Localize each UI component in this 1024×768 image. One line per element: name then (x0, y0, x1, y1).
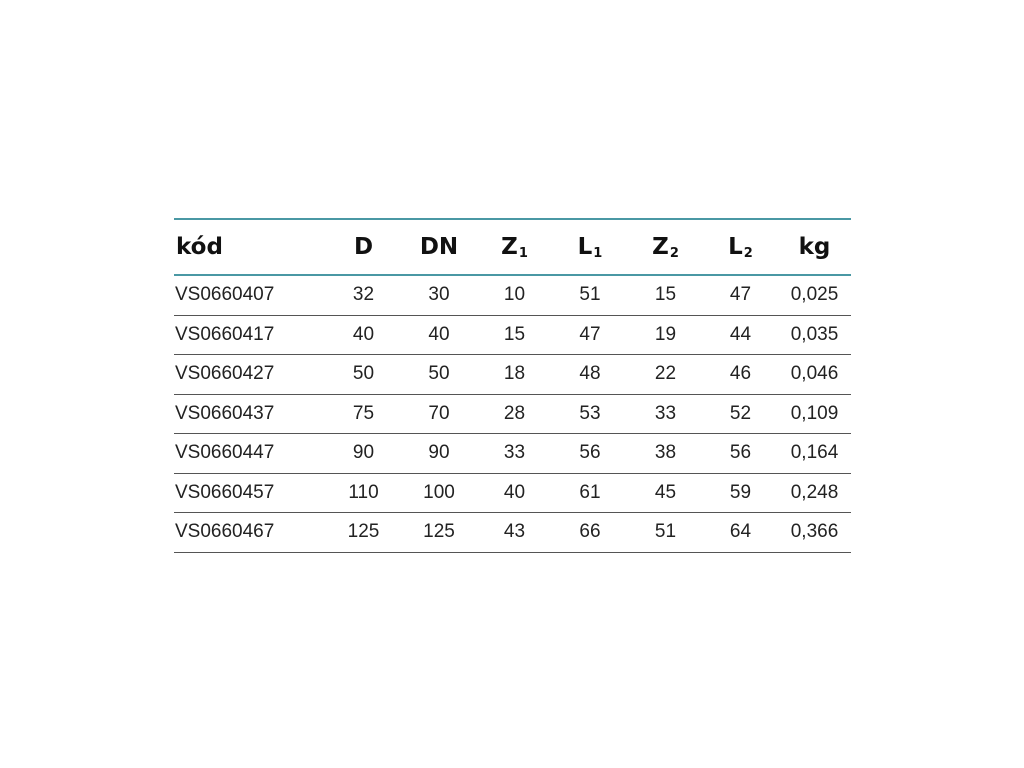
cell-l1: 61 (579, 481, 601, 503)
cell-kg: 0,366 (790, 521, 839, 543)
cell-l2: 46 (729, 363, 752, 385)
cell-z2: 51 (654, 521, 677, 543)
cell-kod: VS0660427 (175, 363, 275, 385)
table-row (174, 355, 851, 395)
cell-d: 75 (352, 402, 375, 424)
table-row (174, 394, 851, 434)
cell-d: 40 (352, 323, 375, 345)
header-dn: DN (419, 234, 459, 260)
cell-kod: VS0660457 (175, 481, 275, 503)
cell-kg: 0,025 (790, 284, 839, 306)
header-z1: $Z_1$ (501, 233, 528, 261)
cell-z2: 19 (654, 323, 677, 345)
cell-d: 90 (352, 442, 375, 464)
cell-l2: 59 (729, 481, 752, 503)
cell-l2: 52 (729, 402, 752, 424)
cell-l2: 56 (729, 442, 752, 464)
cell-l1: 48 (579, 363, 601, 385)
cell-z1: 10 (503, 284, 526, 306)
cell-z1: 33 (503, 442, 526, 464)
header-l1: $L_1$ (577, 233, 603, 261)
cell-l1: 47 (579, 323, 601, 345)
cell-kg: 0,248 (790, 481, 839, 503)
cell-z2: 45 (654, 481, 677, 503)
cell-kod: VS0660437 (175, 402, 275, 424)
cell-l2: 44 (729, 323, 752, 345)
cell-l1: 56 (579, 442, 601, 464)
cell-kod: VS0660467 (175, 521, 275, 543)
table-header (174, 219, 851, 275)
cell-z2: 15 (654, 284, 677, 306)
header-z2: $Z_2$ (652, 233, 679, 261)
cell-z1: 15 (503, 323, 526, 345)
table-row (174, 473, 851, 513)
table-row (174, 275, 851, 315)
cell-dn: 90 (428, 442, 450, 464)
cell-l2: 64 (729, 521, 752, 543)
header-l2: $L_2$ (728, 233, 753, 261)
cell-l1: 66 (579, 521, 601, 543)
table-row (174, 513, 851, 553)
cell-dn: 125 (423, 521, 455, 543)
cell-l2: 47 (729, 284, 752, 306)
cell-d: 125 (347, 521, 380, 543)
cell-z2: 33 (654, 402, 677, 424)
cell-z2: 38 (654, 442, 677, 464)
header-kg: kg (798, 234, 831, 260)
cell-kg: 0,164 (790, 442, 839, 464)
cell-d: 32 (352, 284, 375, 306)
cell-z1: 28 (503, 402, 526, 424)
cell-d: 50 (352, 363, 375, 385)
cell-kod: VS0660417 (175, 323, 275, 345)
header-kod: kód (176, 234, 223, 260)
cell-z2: 22 (654, 363, 677, 385)
cell-z1: 40 (503, 481, 526, 503)
cell-dn: 40 (428, 323, 450, 345)
spec-table (174, 218, 851, 553)
cell-kod: VS0660407 (175, 284, 275, 306)
table-body (174, 275, 851, 552)
cell-kod: VS0660447 (175, 442, 275, 464)
cell-dn: 50 (428, 363, 450, 385)
cell-kg: 0,109 (790, 402, 839, 424)
cell-kg: 0,035 (790, 323, 839, 345)
table-row (174, 434, 851, 474)
cell-dn: 70 (428, 402, 450, 424)
header-d: D (353, 234, 374, 260)
header-row (174, 219, 851, 275)
cell-dn: 30 (428, 284, 450, 306)
cell-dn: 100 (423, 481, 455, 503)
table-row (174, 315, 851, 355)
cell-z1: 18 (503, 363, 526, 385)
cell-z1: 43 (503, 521, 526, 543)
cell-l1: 53 (579, 402, 601, 424)
cell-l1: 51 (579, 284, 601, 306)
cell-kg: 0,046 (790, 363, 839, 385)
cell-d: 110 (348, 481, 379, 503)
